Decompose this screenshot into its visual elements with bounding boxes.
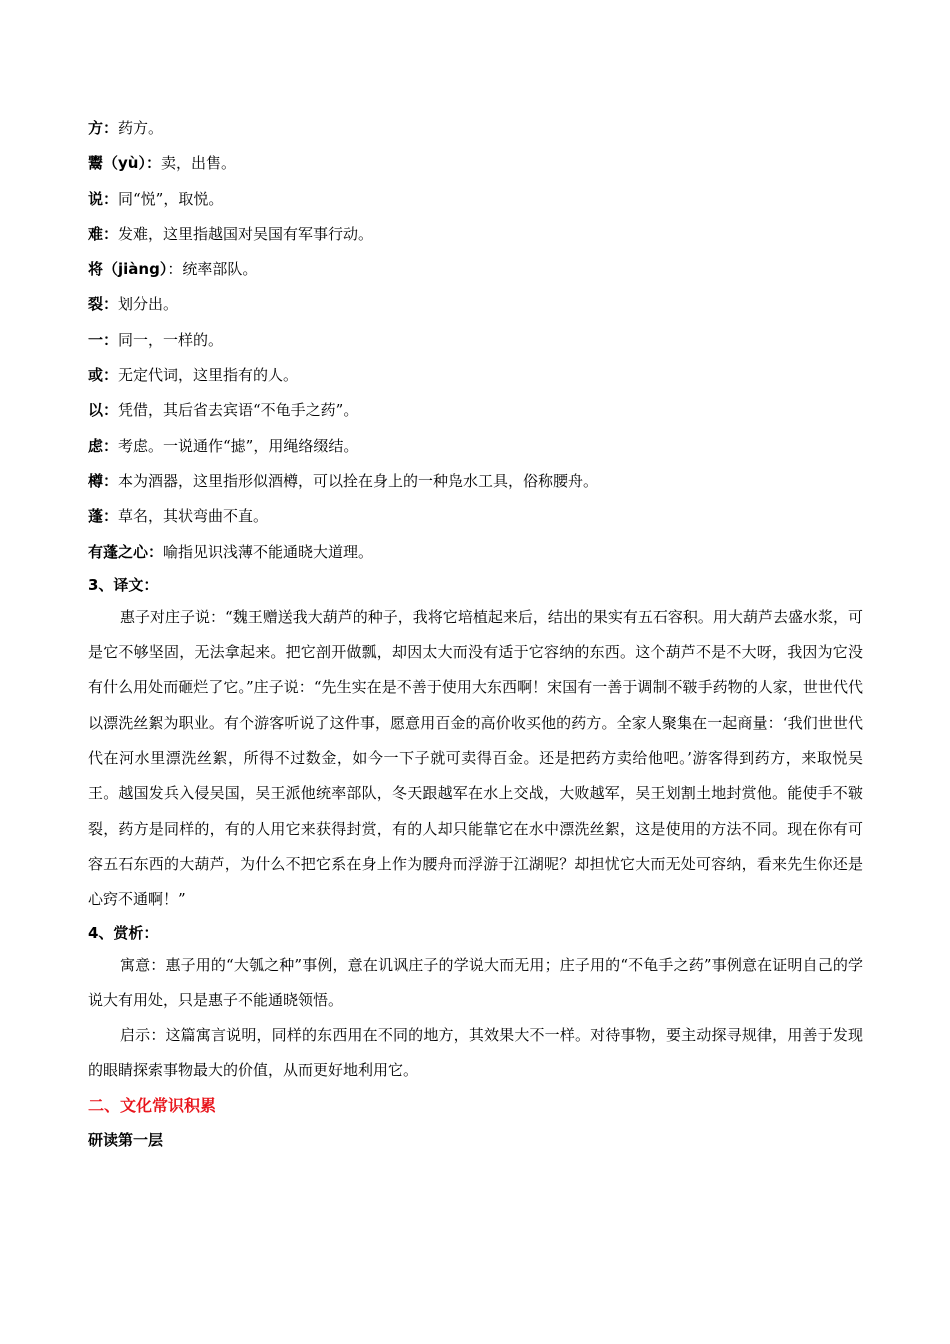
gloss-term: 或： bbox=[88, 366, 119, 385]
gloss-term: 一： bbox=[88, 330, 119, 349]
gloss-definition: 卖，出售。 bbox=[160, 154, 236, 173]
gloss-definition: 草名，其状弯曲不直。 bbox=[118, 507, 269, 526]
gloss-term: 虑： bbox=[88, 436, 119, 455]
gloss-term: 樽： bbox=[88, 471, 119, 490]
glossary-list bbox=[88, 111, 863, 570]
gloss-definition: 同“悦”，取悦。 bbox=[118, 189, 224, 208]
gloss-definition: 本为酒器，这里指形似酒樽，可以拴在身上的一种凫水工具，俗称腰舟。 bbox=[118, 471, 599, 490]
gloss-entry-zun bbox=[88, 464, 863, 499]
gloss-entry-youpengzhixin bbox=[88, 535, 863, 570]
gloss-entry-yue bbox=[88, 182, 863, 217]
gloss-entry-peng bbox=[88, 499, 863, 534]
translation-paragraph: 惠子对庄子说：“魏王赠送我大葫芦的种子，我将它培植起来后，结出的果实有五石容积。用大葫芦去盛水浆，可是它不够坚固，无法拿起来。把它剖开做瓢，却因太大而没有适于它容纳的东西。这个葫芦不是不大呀，我因为它没有什么用处而砸烂了它。”庄子说：“先生实在是不善于使用大东西啊！宋国有一善于调制不皲手药物的人家，世世代代以漂洗丝絮为职业。有个游客听说了这件事，愿意用百金的高价收买他的药方。全家人聚集在一起商量：‘我们世世代代在河水里漂洗丝絮，所得不过数金，如今一下子就可卖得百金。还是把药方卖给他吧。’游客得到药方，来取悦吴王。越国发兵入侵吴国，吴王派他统率部队，冬天跟越军在水上交战，大败越军，吴王划割土地封赏他。能使手不皲裂，药方是同样的，有的人用它来获得封赏，有的人却只能靠它在水中漂洗丝絮，这是使用的方法不同。现在你有可容五石东西的大葫芦，为什么不把它系在身上作为腰舟而浮游于江湖呢？却担忧它大而无处可容纳，看来先生你还是心窍不通啊！” bbox=[88, 607, 863, 909]
gloss-term: 难： bbox=[88, 224, 119, 243]
gloss-term: 裂： bbox=[88, 295, 119, 314]
gloss-entry-yi-ping bbox=[88, 393, 863, 428]
gloss-definition: 发难，这里指越国对吴国有军事行动。 bbox=[118, 224, 374, 243]
gloss-entry-fang bbox=[88, 111, 863, 146]
gloss-term: 鬻（yù）： bbox=[88, 154, 161, 173]
document-page bbox=[88, 111, 863, 1157]
gloss-definition: 划分出。 bbox=[118, 295, 179, 314]
gloss-term: 蓬： bbox=[88, 507, 119, 526]
gloss-definition: 凭借，其后省去宾语“不龟手之药”。 bbox=[118, 401, 359, 420]
gloss-definition: 无定代词，这里指有的人。 bbox=[118, 366, 299, 385]
gloss-term: 有蓬之心： bbox=[88, 542, 164, 561]
translation-heading: 3、译文： bbox=[88, 575, 159, 594]
gloss-entry-yu bbox=[88, 146, 863, 181]
gloss-term: 以： bbox=[88, 401, 119, 420]
gloss-definition: 喻指见识浅薄不能通晓大道理。 bbox=[163, 542, 374, 561]
gloss-term: 方： bbox=[88, 119, 119, 137]
gloss-definition: ：统率部队。 bbox=[167, 260, 258, 279]
section-title: 二、文化常识积累 bbox=[88, 1095, 217, 1115]
appreciation-heading: 4、赏析： bbox=[88, 923, 159, 942]
gloss-entry-jiang bbox=[88, 252, 863, 287]
gloss-definition: 考虑。一说通作“摅”，用绳络缀结。 bbox=[118, 436, 359, 455]
gloss-definition: 药方。 bbox=[118, 119, 164, 137]
gloss-term: 说： bbox=[88, 189, 119, 208]
gloss-term: 将（jiàng） bbox=[88, 260, 168, 279]
gloss-entry-lv bbox=[88, 429, 863, 464]
gloss-entry-yi bbox=[88, 323, 863, 358]
section-subtitle: 研读第一层 bbox=[88, 1130, 164, 1149]
insight-paragraph: 启示：这篇寓言说明，同样的东西用在不同的地方，其效果大不一样。对待事物，要主动探寻规律，用善于发现的眼睛探索事物最大的价值，从而更好地利用它。 bbox=[88, 1026, 863, 1080]
gloss-entry-huo bbox=[88, 358, 863, 393]
gloss-entry-lie bbox=[88, 287, 863, 322]
gloss-entry-nan bbox=[88, 217, 863, 252]
gloss-definition: 同一，一样的。 bbox=[118, 330, 224, 349]
moral-paragraph: 寓意：惠子用的“大瓠之种”事例，意在讥讽庄子的学说大而无用；庄子用的“不龟手之药”事例意在证明自己的学说大有用处，只是惠子不能通晓领悟。 bbox=[88, 955, 863, 1009]
